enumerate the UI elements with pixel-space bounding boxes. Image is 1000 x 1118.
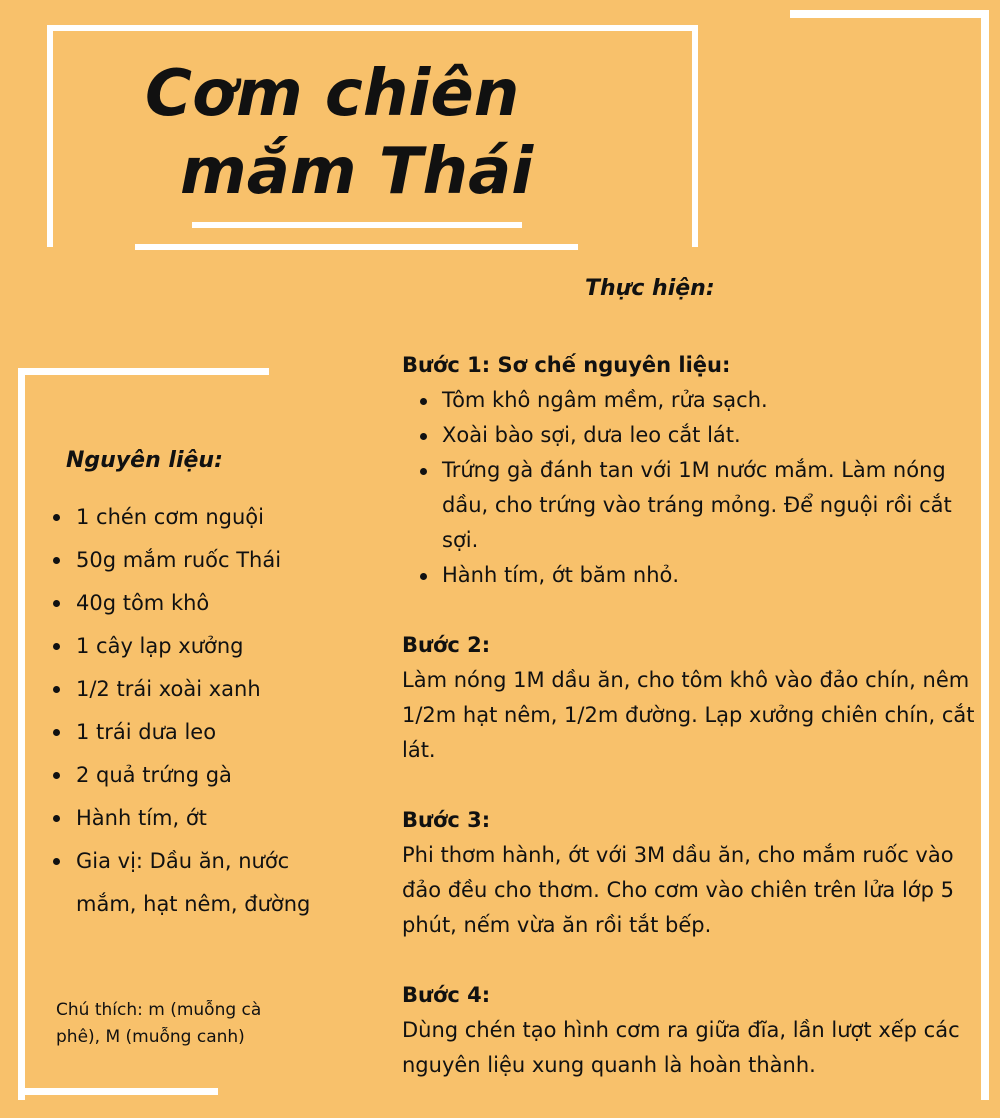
measurement-note: Chú thích: m (muỗng cà phê), M (muỗng canh) (56, 1000, 262, 1047)
list-item: 1 cây lạp xưởng (48, 625, 348, 668)
step-1-title: Bước 1: Sơ chế nguyên liệu: (402, 353, 731, 377)
step-4 (402, 978, 977, 1083)
outer-frame-right (981, 10, 989, 1100)
list-item: 1 chén cơm nguội (48, 496, 348, 539)
title-line-2: mắm Thái (180, 135, 534, 209)
step-3-title: Bước 3: (402, 808, 491, 832)
title-underline (192, 222, 522, 228)
list-item: Hành tím, ớt (48, 797, 348, 840)
method-steps (402, 348, 977, 1118)
list-item: Gia vị: Dầu ăn, nước mắm, hạt nêm, đường (48, 840, 348, 926)
step-3 (402, 803, 977, 943)
title-frame-right (692, 25, 698, 247)
method-heading: Thực hiện: (585, 276, 715, 301)
ingredients-list (48, 496, 348, 926)
title-line-1: Cơm chiên (145, 57, 520, 131)
list-item: 40g tôm khô (48, 582, 348, 625)
list-item: Xoài bào sợi, dưa leo cắt lát. (402, 418, 977, 453)
step-3-text: Phi thơm hành, ớt với 3M dầu ăn, cho mắm ruốc vào đảo đều cho thơm. Cho cơm vào chiên trên lửa lớp 5 phút, nếm vừa ăn rồi tắt bếp. (402, 843, 955, 937)
ingredients-frame-top (18, 368, 269, 375)
list-item: Trứng gà đánh tan với 1M nước mắm. Làm nóng dầu, cho trứng vào tráng mỏng. Để nguội rồi cắt sợi. (402, 453, 977, 558)
title-frame-bottom (135, 244, 578, 250)
page-title (145, 55, 545, 211)
list-item: Hành tím, ớt băm nhỏ. (402, 558, 977, 593)
ingredients-heading: Nguyên liệu: (66, 448, 223, 473)
ingredients-frame-bottom (18, 1088, 218, 1095)
step-2-text: Làm nóng 1M dầu ăn, cho tôm khô vào đảo chín, nêm 1/2m hạt nêm, 1/2m đường. Lạp xưởng chiên chín, cắt lát. (402, 668, 975, 762)
step-2-title: Bước 2: (402, 633, 491, 657)
list-item: 1 trái dưa leo (48, 711, 348, 754)
title-frame-top (47, 25, 698, 31)
title-frame-left (47, 25, 53, 247)
step-1 (402, 348, 977, 593)
step-4-text: Dùng chén tạo hình cơm ra giữa đĩa, lần lượt xếp các nguyên liệu xung quanh là hoàn thành. (402, 1018, 960, 1077)
ingredients-frame-left (18, 368, 25, 1100)
list-item: 2 quả trứng gà (48, 754, 348, 797)
step-1-list (402, 383, 977, 593)
list-item: 50g mắm ruốc Thái (48, 539, 348, 582)
step-2 (402, 628, 977, 768)
list-item: 1/2 trái xoài xanh (48, 668, 348, 711)
outer-frame-top (790, 10, 988, 18)
step-4-title: Bước 4: (402, 983, 491, 1007)
list-item: Tôm khô ngâm mềm, rửa sạch. (402, 383, 977, 418)
